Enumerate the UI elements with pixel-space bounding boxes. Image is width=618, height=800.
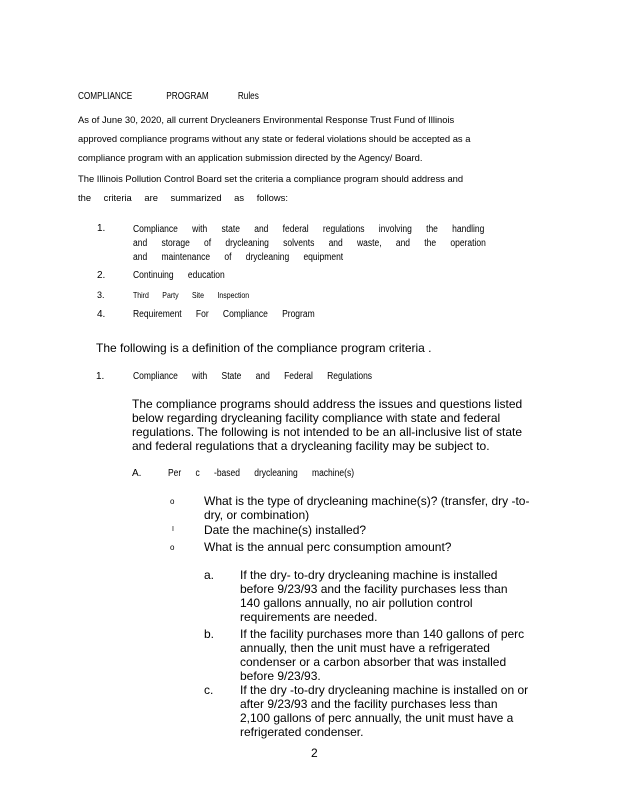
text-line: condenser or a carbon absorber that was installed (240, 655, 507, 669)
text-line: What is the type of drycleaning machine(s)? (transfer, dry -to- (204, 494, 530, 508)
answer-letter: b. (204, 627, 215, 641)
text-line: and storage of drycleaning solvents and waste, and the operation (133, 238, 486, 249)
text-line: refrigerated condenser. (240, 725, 364, 739)
text-line: If the dry -to-dry drycleaning machine is installed on or (240, 683, 529, 697)
text-line: annually, then the unit must have a refrigerated (240, 641, 490, 655)
list-item: Continuing education (133, 270, 225, 281)
text-line: before 9/23/93 and the facility purchases less than (240, 582, 508, 596)
bullet-icon: I (172, 526, 174, 533)
section-paragraph (132, 397, 522, 453)
text-line: and federal regulations that a drycleaning facility may be subject to. (132, 439, 490, 453)
list-number: 1. (97, 223, 106, 234)
text-line: 2,100 gallons of perc annually, the unit must have a (240, 711, 514, 725)
title-word: Rules (237, 91, 259, 102)
section-heading: The following is a definition of the compliance program criteria . (96, 341, 432, 355)
list-item (204, 494, 529, 522)
text-line: after 9/23/93 and the facility purchases less than (240, 697, 498, 711)
text-line: dry, or combination) (204, 508, 310, 522)
answer-item (240, 568, 508, 624)
text-line: and maintenance of drycleaning equipment (133, 252, 344, 263)
text-line: before 9/23/93. (240, 669, 321, 683)
list-number: 4. (97, 309, 106, 320)
list-item: Date the machine(s) installed? (204, 523, 367, 537)
section-title: Compliance with State and Federal Regulations (133, 371, 373, 382)
list-number: 2. (97, 270, 106, 281)
list-number: 3. (97, 290, 105, 300)
list-item (133, 223, 486, 265)
text-line: below regarding drycleaning facility compliance with state and federal (132, 411, 501, 425)
section-number: 1. (96, 371, 105, 382)
page-title (78, 91, 259, 102)
text-line: requirements are needed. (240, 610, 378, 624)
subsection-title: Per c -based drycleaning machine(s) (168, 468, 355, 479)
subsection-letter: A. (132, 468, 142, 479)
bullet-icon: o (170, 543, 175, 552)
intro-paragraph (78, 169, 463, 207)
title-word: PROGRAM (166, 91, 209, 102)
text-line: If the facility purchases more than 140 gallons of perc (240, 627, 525, 641)
answer-letter: a. (204, 568, 215, 582)
text-line: the criteria are summarized as follows: (78, 192, 288, 203)
text-line: 140 gallons annually, no air pollution control (240, 596, 473, 610)
list-item: What is the annual perc consumption amount? (204, 540, 452, 554)
answer-letter: c. (204, 683, 214, 697)
intro-paragraph (78, 110, 470, 167)
list-item: Third Party Site Inspection (133, 290, 250, 300)
text-line: compliance program with an application submission directed by the Agency/ Board. (78, 152, 423, 163)
text-line: If the dry- to-dry drycleaning machine is installed (240, 568, 498, 582)
answer-item (240, 683, 528, 739)
text-line: approved compliance programs without any state or federal violations should be accepted as a (78, 133, 471, 144)
text-line: The Illinois Pollution Control Board set the criteria a compliance program should address and (78, 173, 464, 184)
page-number: 2 (311, 746, 318, 760)
list-item: Requirement For Compliance Program (133, 309, 315, 320)
text-line: The compliance programs should address the issues and questions listed (132, 397, 523, 411)
title-word: COMPLIANCE (78, 91, 133, 102)
bullet-icon: o (170, 497, 175, 506)
text-line: Compliance with state and federal regulations involving the handling (133, 224, 485, 235)
text-line: regulations. The following is not intended to be an all-inclusive list of state (132, 425, 523, 439)
text-line: As of June 30, 2020, all current Drycleaners Environmental Response Trust Fund of Illinois (78, 114, 455, 125)
answer-item (240, 627, 524, 683)
